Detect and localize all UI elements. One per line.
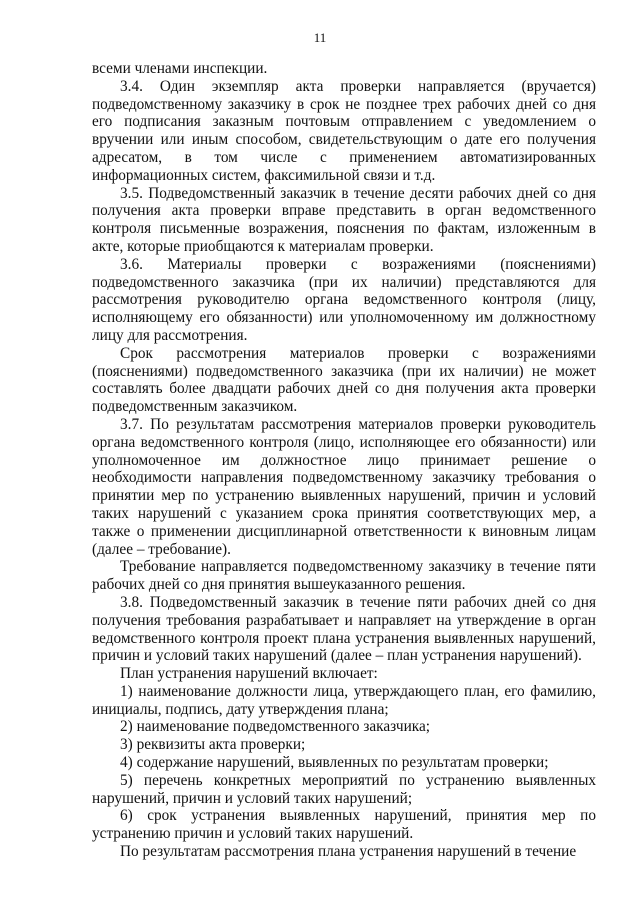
- paragraph-plan-includes: План устранения нарушений включает:: [120, 665, 378, 683]
- paragraph-plan-review: По результатам рассмотрения плана устранения нарушений в течение: [120, 843, 577, 861]
- page-number: 11: [313, 30, 327, 45]
- list-item-5: 5) перечень конкретных мероприятий по устранению выявленных нарушений, причин и условий таких нарушений;: [92, 771, 596, 807]
- document-body: [92, 60, 596, 861]
- paragraph-3-6: 3.6. Материалы проверки с возражениями (пояснениями) подведомственного заказчика (при их наличии) представляются для рассмотрения руководителю органа ведомственного контроля (лицу, исполняющему его обязанности) или уполномоченному им должностному лицу для рассмотрения.: [92, 255, 596, 344]
- list-item-3: 3) реквизиты акта проверки;: [120, 736, 306, 754]
- list-item-6: 6) срок устранения выявленных нарушений, принятия мер по устранению причин и условий таких нарушений.: [92, 807, 596, 843]
- list-item-1: 1) наименование должности лица, утверждающего план, его фамилию, инициалы, подпись, дату утверждения плана;: [92, 682, 596, 718]
- paragraph-continuation: всеми членами инспекции.: [92, 60, 268, 77]
- list-item-2: 2) наименование подведомственного заказчика;: [120, 718, 431, 736]
- paragraph-3-5: 3.5. Подведомственный заказчик в течение десяти рабочих дней со дня получения акта проверки вправе представить в орган ведомственного контроля письменные возражения, пояснения по фактам, изложенным в акте, которые приобщаются к материалам проверки.: [92, 184, 596, 255]
- paragraph-requirement-sending: Требование направляется подведомственному заказчику в течение пяти рабочих дней со дня принятия вышеуказанного решения.: [92, 558, 596, 594]
- paragraph-review-period: Срок рассмотрения материалов проверки с возражениями (пояснениями) подведомственного заказчика (при их наличии) не может составлять более двадцати рабочих дней со дня получения акта проверки подведомственным заказчиком.: [92, 344, 596, 416]
- list-item-4: 4) содержание нарушений, выявленных по результатам проверки;: [120, 754, 549, 772]
- paragraph-3-4: 3.4. Один экземпляр акта проверки направляется (вручается) подведомственному заказчику в срок не позднее трех рабочих дней со дня его подписания заказным почтовым отправлением с уведомлением о вручении или иным способом, свидетельствующим о дате его получения адресатом, в том числе с применением автоматизированных информационных систем, факсимильной связи и т.д.: [92, 77, 596, 184]
- paragraph-3-8: 3.8. Подведомственный заказчик в течение пяти рабочих дней со дня получения требования разрабатывает и направляет на утверждение в орган ведомственного контроля проект плана устранения выявленных нарушений, причин и условий таких нарушений (далее – план устранения нарушений).: [92, 593, 596, 665]
- paragraph-3-7: 3.7. По результатам рассмотрения материалов проверки руководитель органа ведомственного контроля (лицо, исполняющее его обязанности) или уполномоченное им должностное лицо принимает решение о необходимости направления подведомственному заказчику требования о принятии мер по устранению выявленных нарушений, причин и условий таких нарушений с указанием срока принятия соответствующих мер, а также о применении дисциплинарной ответственности к виновным лицам (далее – требование).: [92, 415, 596, 558]
